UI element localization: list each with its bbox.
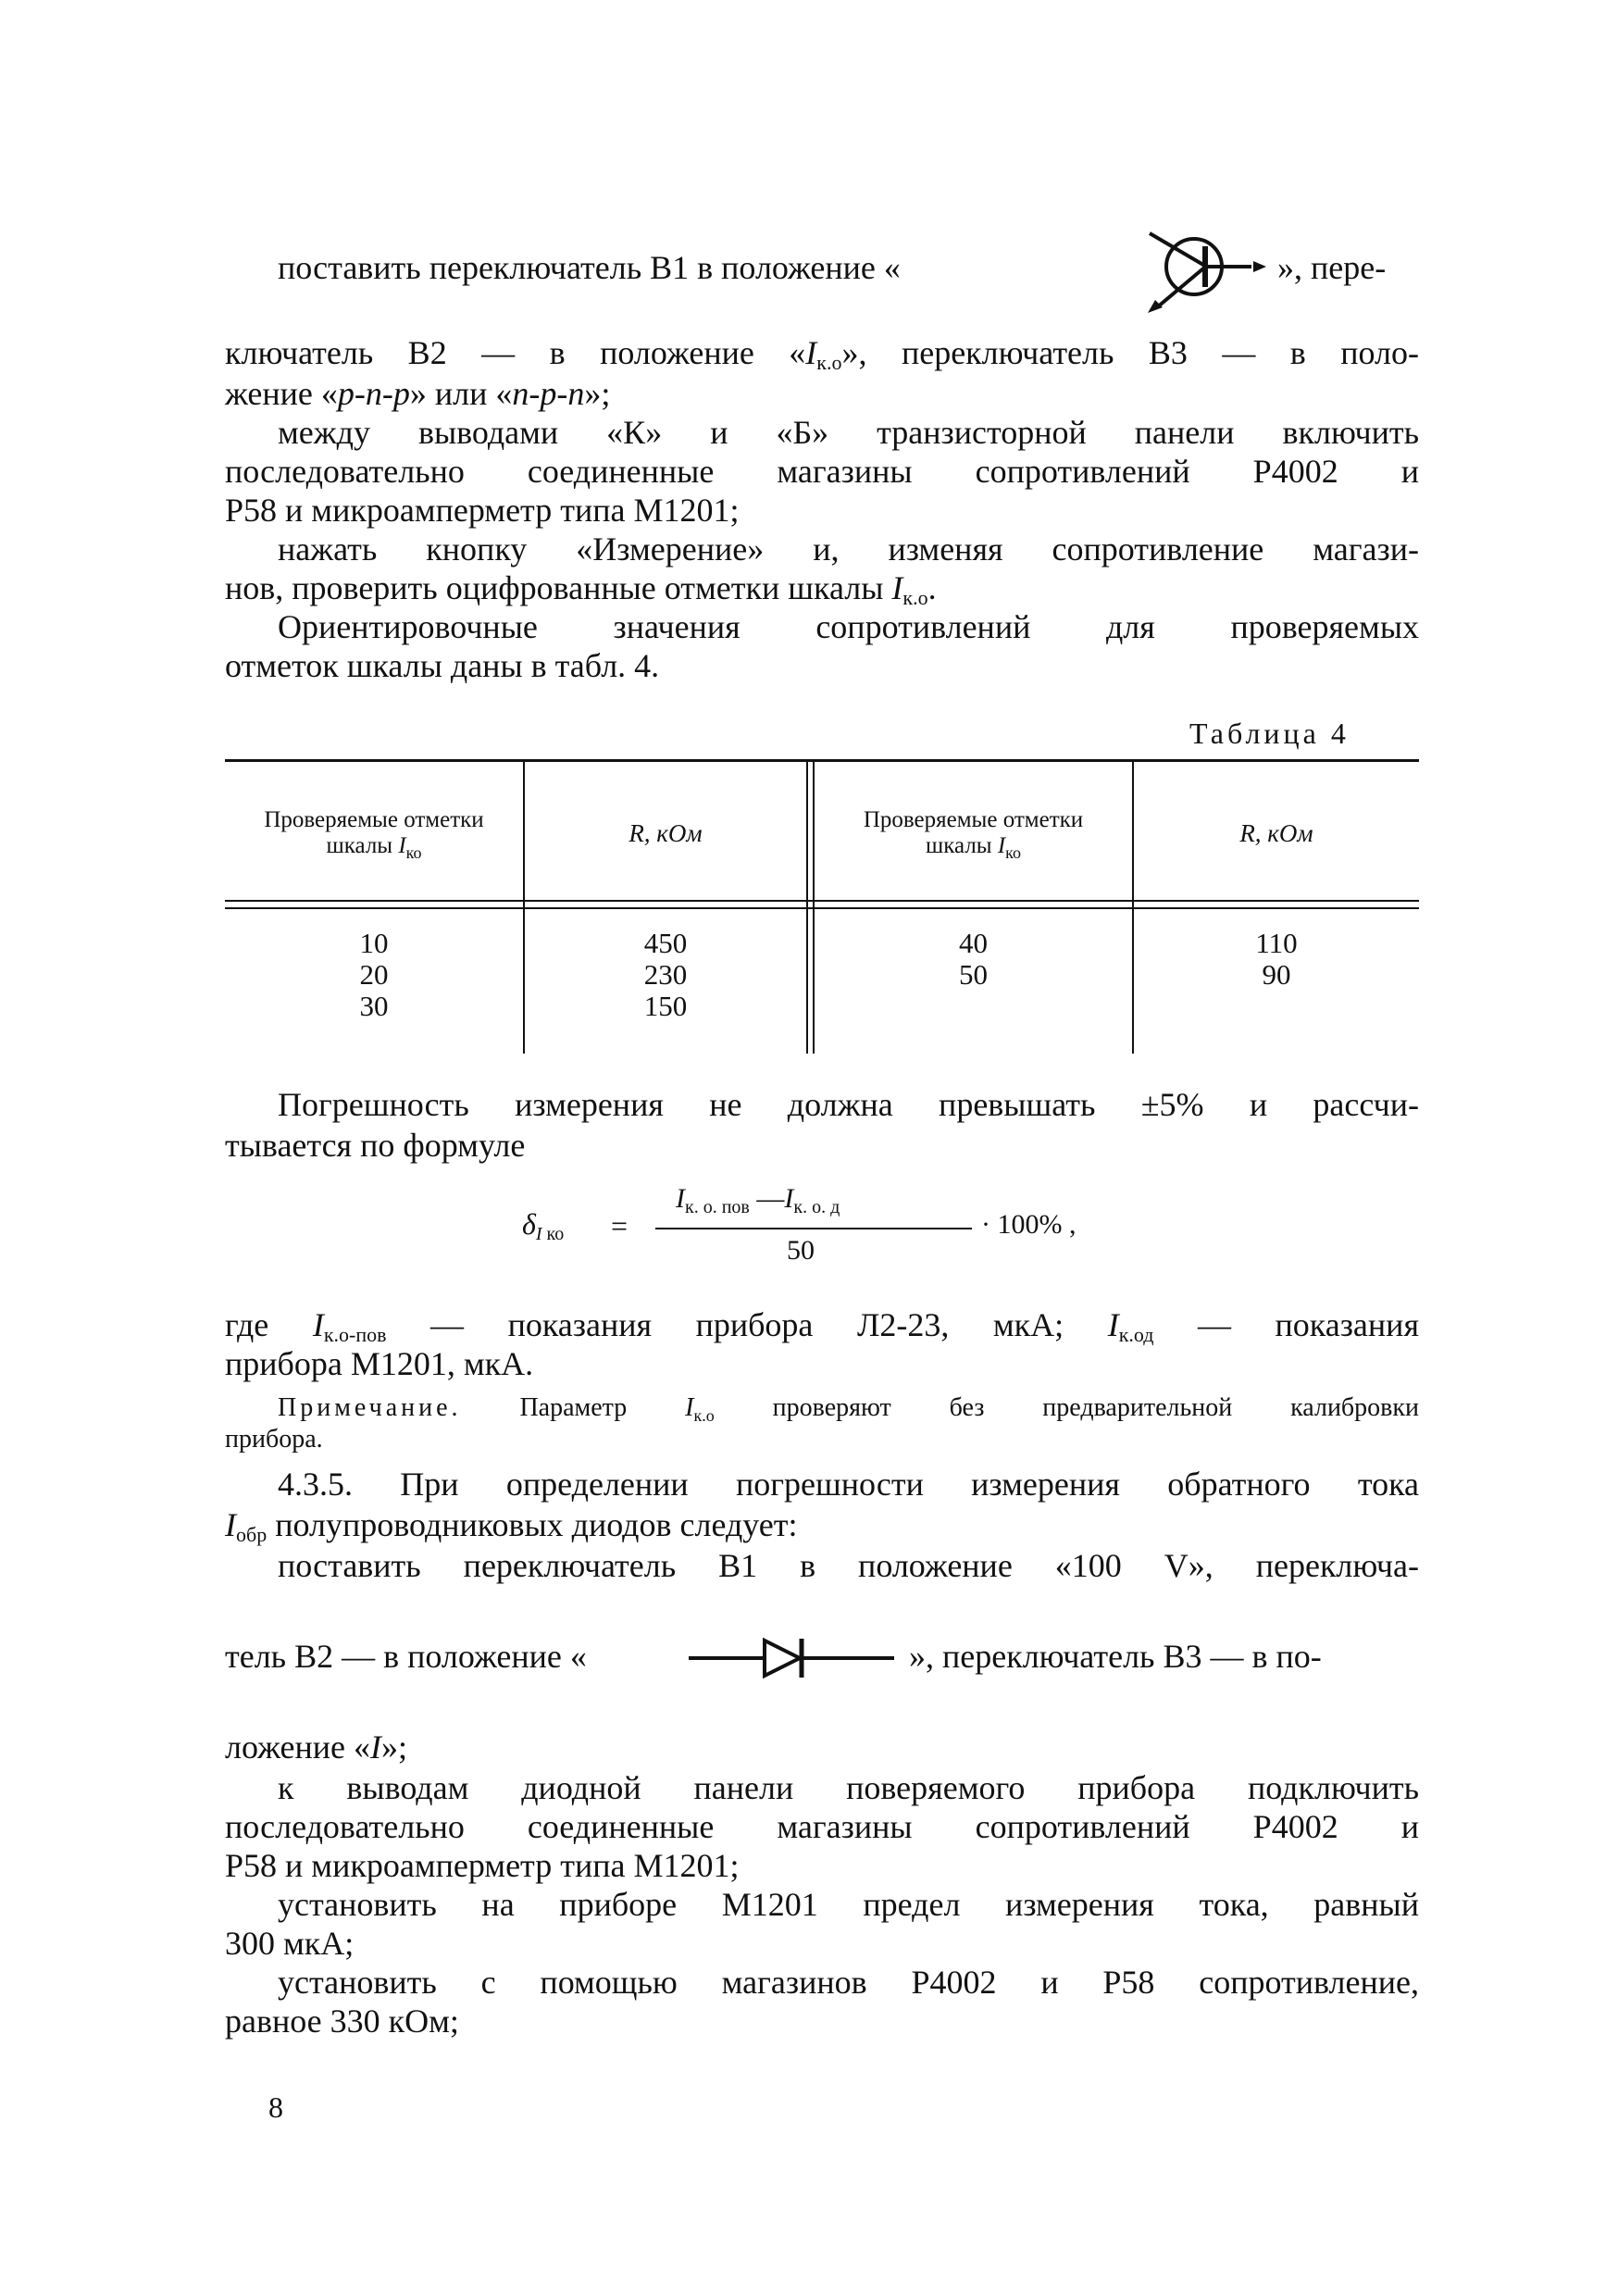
text-segment: отметок шкалы даны в табл. 4. <box>225 647 660 684</box>
formula-tail: · 100% , <box>981 1209 1077 1240</box>
section-line-12 <box>225 2002 459 2040</box>
table-cell: 10 <box>359 927 389 959</box>
table-cell: 230 <box>643 958 688 991</box>
paragraph-line-5 <box>225 452 1419 491</box>
current-symbol: I <box>685 1393 694 1422</box>
current-symbol: I <box>891 569 903 606</box>
current-symbol: I <box>676 1183 685 1214</box>
current-subscript: к. о. д <box>793 1197 840 1217</box>
table-column-marks-2 <box>815 928 1132 991</box>
text-segment: — показания прибора Л2-23, мкА; <box>386 1306 1108 1343</box>
current-symbol: I <box>997 833 1006 858</box>
paragraph-line-7 <box>278 530 1419 568</box>
current-subscript: ко <box>405 843 422 862</box>
note-line-1 <box>278 1392 1419 1431</box>
paragraph-line-4 <box>278 413 1419 452</box>
text-segment: последовательно соединенные магазины сопротивлений Р4002 и <box>225 453 1419 490</box>
table-header-r-1 <box>525 820 806 846</box>
table-column-r-2 <box>1134 928 1419 991</box>
text-segment: ложение « <box>225 1728 370 1766</box>
table-col-divider <box>1132 759 1134 1054</box>
table-column-r-1 <box>525 928 806 1022</box>
formula-denominator: 50 <box>787 1235 815 1266</box>
table-header-marks-2 <box>815 807 1132 866</box>
text-segment: Погрешность измерения не должна превышать ±5% и рассчи- <box>278 1086 1419 1123</box>
table-header-marks-1 <box>225 807 523 866</box>
text-segment: проверяют без предварительной калибровки <box>714 1393 1419 1422</box>
text-segment: жение « <box>225 375 338 412</box>
text-segment: 4.3.5. При определении погрешности измерения обратного тока <box>278 1466 1419 1503</box>
table-cell: 20 <box>359 958 389 991</box>
header-text: шкалы <box>326 833 393 858</box>
text-segment: Ориентировочные значения сопротивлений для проверяемых <box>278 608 1419 645</box>
text-segment: » или « <box>409 375 513 412</box>
text-segment: Параметр <box>461 1393 686 1422</box>
text-segment: прибора М1201, мкА. <box>225 1345 534 1382</box>
paragraph-line-6 <box>225 491 739 530</box>
paragraph-error-line-1 <box>278 1085 1419 1124</box>
table-top-rule <box>225 759 1419 762</box>
paragraph-line-10 <box>225 646 659 685</box>
current-symbol: I <box>225 1506 236 1543</box>
table-cell: 110 <box>1255 927 1298 959</box>
table-column-marks-1 <box>225 928 523 1022</box>
text-segment: тель В2 — в положение « <box>225 1638 587 1675</box>
delta-symbol: δ <box>522 1207 536 1241</box>
current-symbol: I <box>535 1224 542 1244</box>
section-line-1 <box>278 1465 1419 1504</box>
table-cell: 150 <box>643 990 688 1022</box>
text-segment: последовательно соединенные магазины сопротивлений Р4002 и <box>225 1808 1419 1845</box>
table-col-divider <box>806 759 808 1054</box>
paragraph-line-1-end <box>1277 248 1386 287</box>
current-subscript: к.о <box>693 1406 715 1425</box>
table-4 <box>225 759 1419 1054</box>
paragraph-error-line-2 <box>225 1126 525 1165</box>
text-segment: Р58 и микроамперметр типа М1201; <box>225 1847 740 1884</box>
current-symbol: I <box>398 833 406 858</box>
table-cell: 30 <box>359 990 389 1022</box>
page-number: 8 <box>268 2090 283 2124</box>
paragraph-line-9 <box>278 607 1419 646</box>
text-segment: »; <box>380 1728 407 1766</box>
current-symbol: I <box>1107 1306 1119 1343</box>
fraction-bar <box>655 1228 972 1229</box>
text-segment: поставить переключатель В1 в положение « <box>278 249 901 286</box>
text-segment: к выводам диодной панели поверяемого прибора подключить <box>278 1769 1419 1806</box>
text-segment: . <box>927 569 937 606</box>
text-segment: 300 мкА; <box>225 1925 355 1962</box>
text-segment: », переключатель В3 — в по- <box>909 1638 1322 1675</box>
text-segment: », пере- <box>1277 249 1387 286</box>
npn-label: n-р-n <box>512 375 585 412</box>
text-segment: Р58 и микроамперметр типа М1201; <box>225 492 740 529</box>
text-segment: »; <box>584 375 611 412</box>
formula-lhs <box>522 1207 564 1245</box>
where-line-2 <box>225 1344 533 1383</box>
text-segment: установить с помощью магазинов Р4002 и Р58 сопротивление, <box>278 1964 1419 2001</box>
paragraph-line-1 <box>278 248 901 287</box>
section-line-6 <box>278 1768 1419 1807</box>
note-line-2 <box>225 1424 323 1455</box>
table-cell: 90 <box>1262 958 1291 991</box>
text-segment: », переключатель В3 — в поло- <box>841 334 1420 371</box>
text-segment: тывается по формуле <box>225 1127 526 1164</box>
note-label: Примечание. <box>278 1393 462 1422</box>
current-subscript: к.о <box>816 351 842 374</box>
table-header-r-2 <box>1134 820 1419 846</box>
current-symbol: I <box>805 334 817 371</box>
text-segment: полупроводниковых диодов следует: <box>267 1506 798 1543</box>
header-text: R, кОм <box>629 819 703 847</box>
section-line-3 <box>278 1546 1419 1585</box>
current-symbol: I <box>784 1183 794 1214</box>
table-caption: Таблица 4 <box>1189 717 1350 750</box>
section-line-11 <box>278 1963 1419 2002</box>
table-header-rule-2 <box>225 907 1419 909</box>
text-segment: равное 330 кОм; <box>225 2003 459 2040</box>
table-cell: 450 <box>643 927 688 959</box>
text-segment: между выводами «К» и «Б» транзисторной панели включить <box>278 414 1419 451</box>
current-subscript: к.од <box>1118 1323 1154 1346</box>
text-segment: прибора. <box>225 1425 323 1454</box>
table-cell: 50 <box>959 958 988 991</box>
text-segment: установить на приборе М1201 предел измерения тока, равный <box>278 1886 1419 1923</box>
text-segment: поставить переключатель В1 в положение «100 V», переключа- <box>278 1547 1419 1584</box>
pnp-label: р-n-р <box>337 375 410 412</box>
section-line-4-end <box>909 1637 1322 1676</box>
text-segment: нов, проверить оцифрованные отметки шкалы <box>225 569 892 606</box>
section-line-4 <box>225 1637 587 1676</box>
current-subscript: к.о-пов <box>323 1323 387 1346</box>
table-col-divider <box>813 759 815 1054</box>
section-line-10 <box>225 1924 354 1963</box>
table-header-rule-1 <box>225 900 1419 902</box>
header-text: шкалы <box>925 833 992 858</box>
current-symbol: I <box>369 1728 381 1766</box>
section-line-8 <box>225 1846 739 1885</box>
section-line-9 <box>278 1885 1419 1924</box>
header-text: Проверяемые отметки <box>264 807 484 832</box>
current-subscript: ко <box>546 1224 565 1244</box>
minus-sign: — <box>756 1183 785 1214</box>
diode-symbol-icon <box>685 1633 898 1683</box>
transistor-symbol-icon <box>1131 215 1268 318</box>
paragraph-line-3 <box>225 374 610 413</box>
current-subscript: обр <box>236 1523 268 1546</box>
current-subscript: к. о. пов <box>685 1197 750 1217</box>
text-segment: — показания <box>1153 1306 1420 1343</box>
table-cell: 40 <box>959 927 988 959</box>
formula-numerator <box>676 1183 840 1218</box>
current-subscript: ко <box>1005 843 1022 862</box>
current-symbol: I <box>312 1306 324 1343</box>
header-text: R, кОм <box>1239 819 1313 847</box>
section-line-7 <box>225 1807 1419 1846</box>
formula-equals: = <box>611 1209 629 1242</box>
section-line-5 <box>225 1728 407 1766</box>
current-subscript: к.о <box>902 586 928 609</box>
text-segment: нажать кнопку «Измерение» и, изменяя сопротивление магази- <box>278 530 1419 568</box>
header-text: Проверяемые отметки <box>863 807 1084 832</box>
text-segment: ключатель В2 — в положение « <box>225 334 806 371</box>
text-segment: где <box>225 1306 313 1343</box>
